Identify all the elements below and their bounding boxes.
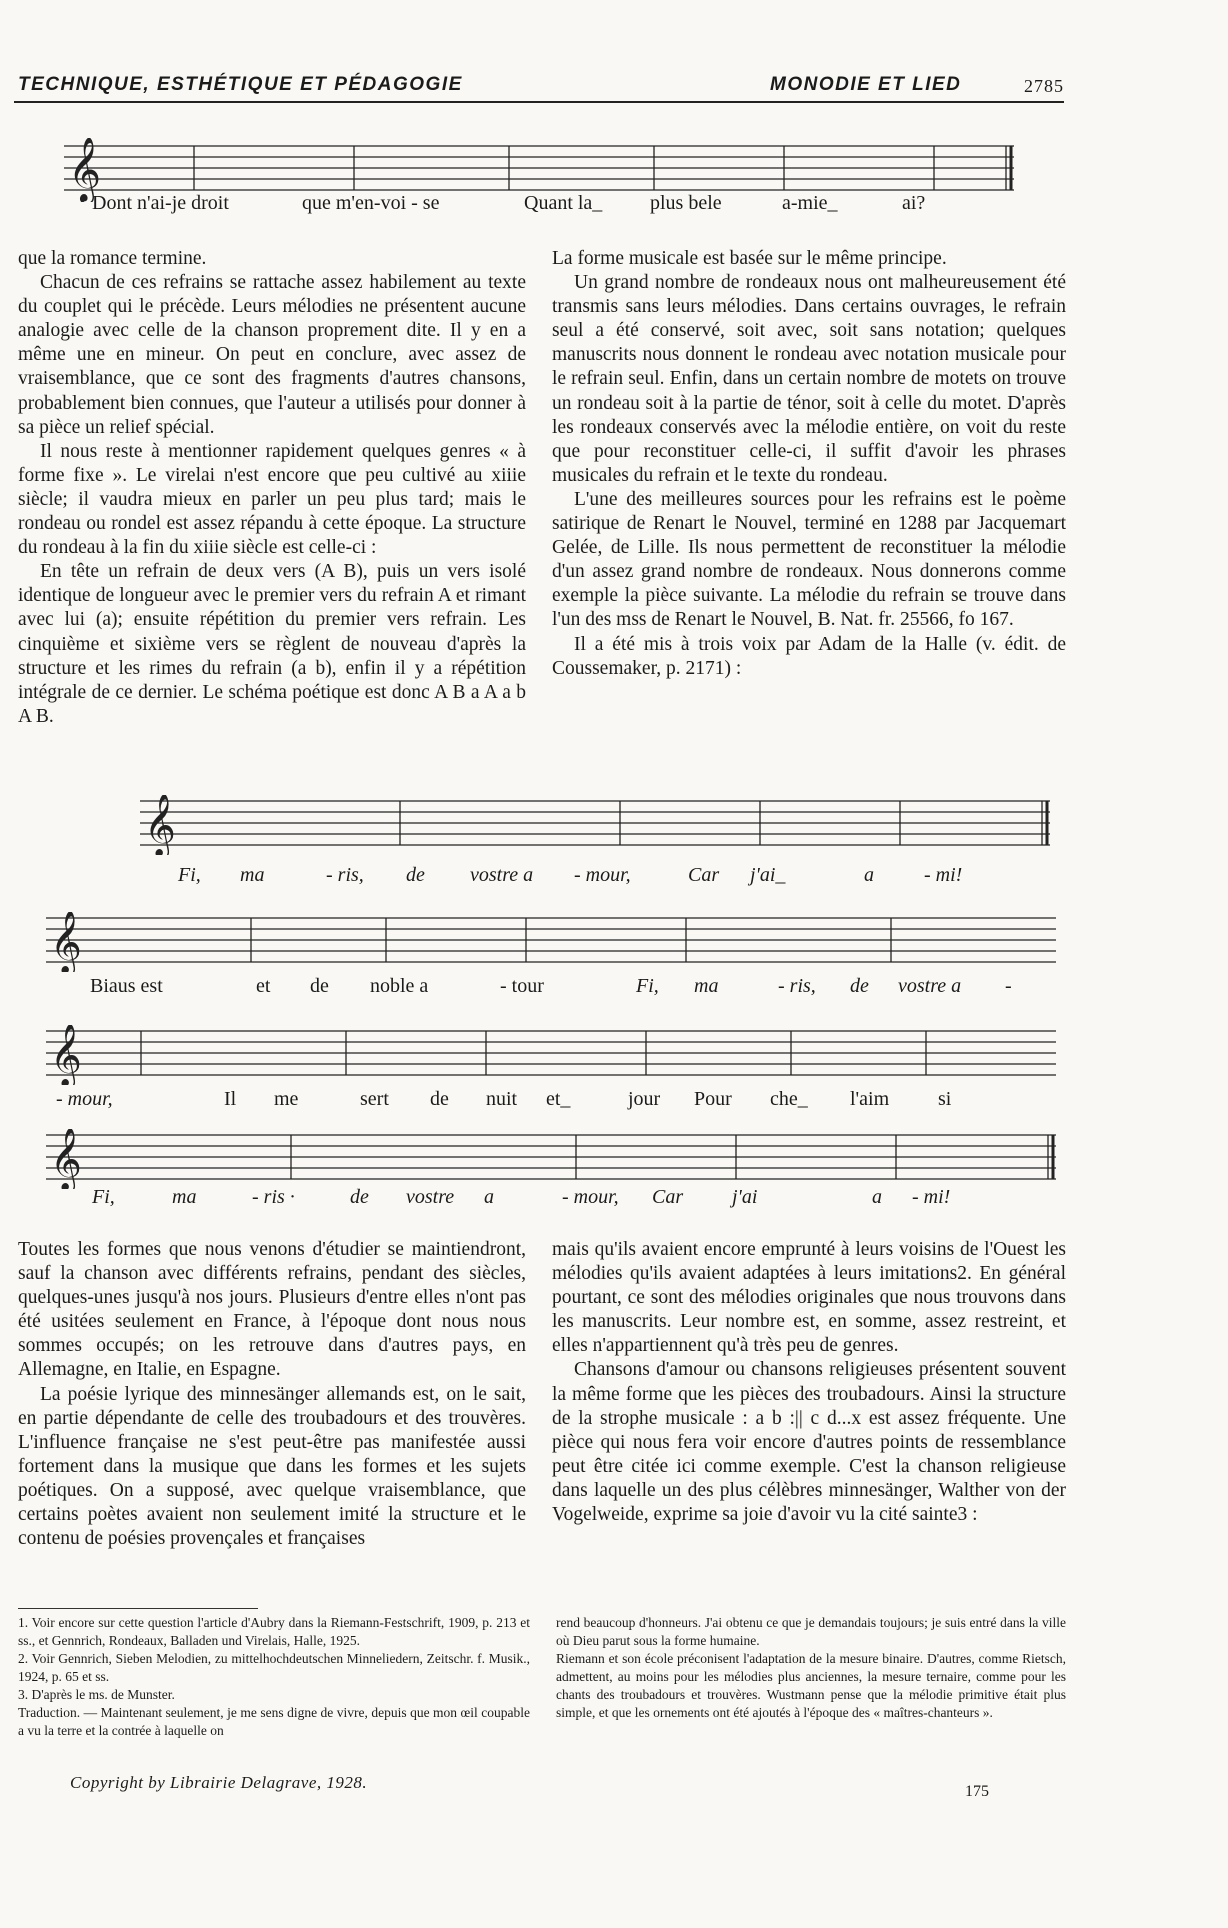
lyric: ma bbox=[172, 1186, 197, 1208]
svg-text:𝄞: 𝄞 bbox=[50, 1025, 82, 1085]
lyric: me bbox=[274, 1088, 299, 1110]
lyrics-system-3 bbox=[56, 1088, 1036, 1114]
lyric: si bbox=[938, 1088, 952, 1110]
lyric: a bbox=[864, 864, 874, 886]
lyric: - mour, bbox=[562, 1186, 619, 1208]
footnote: rend beaucoup d'honneurs. J'ai obtenu ce que je demandais toujours; je suis entré dans la ville où Dieu parut sous la forme humaine. bbox=[556, 1615, 1066, 1648]
lyric: - ris · bbox=[252, 1186, 295, 1208]
paragraph: L'une des meilleures sources pour les refrains est le poème satirique de Renart le Nouvel, terminé en 1288 par Jacquemart Gelée, de Lille. Ils nous permettent de reconstituer la mélodie d'un assez grand nombre de rondeaux. Nous donnerons comme exemple la pièce suivante. La mélodie du refrain se trouve dans l'un des mss de Renart le Nouvel, B. Nat. fr. 25566, fo 167. bbox=[552, 488, 1066, 631]
footnote: Traduction. — Maintenant seulement, je me sens digne de vivre, depuis que mon œil coupable a vu la terre et la contrée à laquelle on bbox=[18, 1705, 530, 1738]
lyric: sert bbox=[360, 1088, 389, 1110]
svg-text:𝄞: 𝄞 bbox=[50, 912, 82, 972]
folio-number: 175 bbox=[965, 1783, 989, 1800]
paragraph: La poésie lyrique des minnesänger allemands est, on le sait, en partie dépendante de celle des troubadours et des trouvères. L'influence française ne s'est peut-être pas manifestée aussi fortement dans la musique que dans les formes et les sujets poétiques. On a supposé, avec quelque vraisemblance, que certains poètes avaient non seulement imité la structure et le contenu de poésies provençales et françaises bbox=[18, 1383, 526, 1550]
lyric: Fi, bbox=[92, 1186, 115, 1208]
lyrics-system-4 bbox=[92, 1186, 1012, 1212]
lyric: che_ bbox=[770, 1088, 808, 1110]
lyric: Dont n'ai-je droit bbox=[92, 192, 229, 214]
lyric: l'aim bbox=[850, 1088, 890, 1110]
footnote: 3. D'après le ms. de Munster. bbox=[18, 1687, 175, 1702]
lyric: - bbox=[1005, 975, 1012, 997]
lyric: jour bbox=[628, 1088, 661, 1110]
lyric: j'ai_ bbox=[750, 864, 786, 886]
lyric: Car bbox=[688, 864, 720, 886]
lyric: Quant la_ bbox=[524, 192, 603, 214]
running-header-left: TECHNIQUE, ESTHÉTIQUE ET PÉDAGOGIE bbox=[18, 74, 463, 95]
lyric: Il bbox=[224, 1088, 237, 1110]
footnote: 1. Voir encore sur cette question l'article d'Aubry dans la Riemann-Festschrift, 1909, p. 213 et ss., et Gennrich, Rondeaux, Balladen und Virelais, Halle, 1925. bbox=[18, 1615, 530, 1648]
lyric: de bbox=[850, 975, 869, 997]
music-staff-system-2 bbox=[46, 912, 1056, 972]
lyric: plus bele bbox=[650, 192, 722, 214]
lyric: - ris, bbox=[326, 864, 364, 886]
lyric: - ris, bbox=[778, 975, 816, 997]
lyric: vostre bbox=[406, 1186, 455, 1208]
lyric: - mi! bbox=[912, 1186, 951, 1208]
text-column-lower-left bbox=[18, 1238, 526, 1551]
running-header-right: MONODIE ET LIED bbox=[770, 74, 962, 95]
page-number: 2785 bbox=[1024, 76, 1064, 96]
text-column-lower-right bbox=[552, 1238, 1066, 1527]
lyric: noble a bbox=[370, 975, 429, 997]
text-column-upper-right bbox=[552, 247, 1066, 681]
lyric: a bbox=[484, 1186, 494, 1208]
lyric: Fi, bbox=[178, 864, 201, 886]
lyric: ma bbox=[694, 975, 719, 997]
paragraph: Un grand nombre de rondeaux nous ont malheureusement été transmis sans leurs mélodies. Dans certains ouvrages, le refrain seul a été conservé, soit avec, soit sans notation; quelques manuscrits nous donnent le rondeau avec notation musicale pour le refrain seul. Enfin, dans un certain nombre de motets on trouve un rondeau soit à la partie de ténor, soit à celle du motet. D'après les rondeaux conservés avec la mélodie entière, on voit du reste que pour reconstituer celle-ci, il suffit d'avoir les phrases musicales du refrain et le texte du rondeau. bbox=[552, 272, 1066, 486]
lyric: de bbox=[430, 1088, 449, 1110]
text-column-upper-left bbox=[18, 247, 526, 729]
lyric: et_ bbox=[546, 1088, 571, 1110]
paragraph: Chansons d'amour ou chansons religieuses présentent souvent la même forme que les pièces des troubadours. Ainsi la structure de la strophe musicale : a b :|| c d...x est assez fréquente. Une pièce qui nous fera voir encore d'autres points de ressemblance peut être citée ici comme exemple. C'est la chanson religieuse dans laquelle un des plus célèbres minnesänger, Walther von der Vogelweide, exprime sa joie d'avoir vu la cité sainte3 : bbox=[552, 1359, 1066, 1526]
footnotes-right bbox=[556, 1614, 1066, 1722]
paragraph: Toutes les formes que nous venons d'étudier se maintiendront, sauf la chanson avec différents refrains, pendant des siècles, quelques-unes jusqu'à nos jours. Plusieurs d'entre elles n'ont pas été usitées seulement en France, à l'époque dont nous nous sommes occupés; on les retrouve dans d'autres pays, en Allemagne, en Italie, en Espagne. bbox=[18, 1239, 526, 1381]
lyric: - mi! bbox=[924, 864, 963, 886]
lyric: de bbox=[350, 1186, 369, 1208]
music-staff-system-4 bbox=[46, 1129, 1056, 1189]
paragraph: Il a été mis à trois voix par Adam de la Halle (v. édit. de Coussemaker, p. 2171) : bbox=[552, 633, 1066, 679]
paragraph: La forme musicale est basée sur le même principe. bbox=[552, 248, 947, 269]
lyric: j'ai bbox=[732, 1186, 758, 1208]
svg-text:𝄞: 𝄞 bbox=[144, 795, 176, 855]
lyric: Fi, bbox=[636, 975, 659, 997]
lyric: Biaus est bbox=[90, 975, 163, 997]
footnotes-left bbox=[18, 1614, 530, 1740]
paragraph: Chacun de ces refrains se rattache assez habilement au texte du couplet qui le précède. Leurs mélodies ne présentent aucune analogie avec celle de la chanson proprement dite. Il y en a même une en mineur. On peut en conclure, avec assez de vraisemblance, que ce sont des fragments d'autres chansons, probablement bien connues, que l'auteur a utilisés pour donner à sa pièce un relief spécial. bbox=[18, 272, 526, 438]
lyric: vostre a bbox=[470, 864, 534, 886]
paragraph: Il nous reste à mentionner rapidement quelques genres « à forme fixe ». Le virelai n'est encore que peu cultivé au xiiie siècle; il vaudra mieux en parler un peu plus tard; mais le rondeau ou rondel est assez répandu à cette époque. La structure du rondeau à la fin du xiiie siècle est celle-ci : bbox=[18, 440, 526, 559]
svg-text:𝄞: 𝄞 bbox=[68, 138, 102, 202]
lyric: Pour bbox=[694, 1088, 732, 1110]
lyric: et bbox=[256, 975, 271, 997]
paragraph: que la romance termine. bbox=[18, 248, 207, 269]
lyric: - mour, bbox=[574, 864, 631, 886]
footnote: Riemann et son école préconisent l'adaptation de la mesure binaire. D'autres, comme Rietsch, admettent, au moins pour les mélodies plus anciennes, la mesure ternaire, comme pour les chants des troubadours et trouvères. Wustmann pense que la mélodie primitive était plus simple, et que les ornements ont été ajoutés à l'époque des « maîtres-chanteurs ». bbox=[556, 1651, 1066, 1720]
music-staff-system-3 bbox=[46, 1025, 1056, 1085]
paragraph: mais qu'ils avaient encore emprunté à leurs voisins de l'Ouest les mélodies qu'ils avaient adaptées à leurs imitations2. En général pourtant, ce sont des mélodies originales que nous trouvons dans les manuscrits. Leur nombre est, en somme, assez restreint, et elles n'appartiennent qu'à très peu de genres. bbox=[552, 1239, 1066, 1357]
header-rule bbox=[14, 101, 1064, 103]
lyric: - mour, bbox=[56, 1088, 113, 1110]
lyric: - tour bbox=[500, 975, 544, 997]
lyric: ma bbox=[240, 864, 265, 886]
footnote-separator bbox=[18, 1608, 258, 1609]
lyric: a bbox=[872, 1186, 882, 1208]
lyric: Car bbox=[652, 1186, 684, 1208]
lyrics-system-2 bbox=[90, 975, 1030, 1001]
lyric: a-mie_ bbox=[782, 192, 838, 214]
lyrics-example-1 bbox=[92, 192, 992, 218]
music-staff-system-1 bbox=[140, 795, 1050, 855]
lyric: vostre a bbox=[898, 975, 962, 997]
lyrics-system-1 bbox=[178, 864, 1038, 890]
lyric: de bbox=[310, 975, 329, 997]
footnote: 2. Voir Gennrich, Sieben Melodien, zu mittelhochdeutschen Minneliedern, Zeitschr. f. Musik., 1924, p. 65 et ss. bbox=[18, 1651, 530, 1684]
svg-text:𝄞: 𝄞 bbox=[50, 1129, 82, 1189]
copyright-notice: Copyright by Librairie Delagrave, 1928. bbox=[70, 1773, 368, 1792]
lyric: que m'en-voi - se bbox=[302, 192, 440, 214]
lyric: ai? bbox=[902, 192, 926, 214]
paragraph: En tête un refrain de deux vers (A B), puis un vers isolé identique de longueur avec le premier vers du refrain A et rimant avec lui (a); ensuite répétition du premier vers refrain. Les cinquième et sixième vers se règlent de nouveau d'après la structure et les rimes du refrain (a b), enfin il y a répétition intégrale de ce dernier. Le schéma poétique est donc A B a A a b A B. bbox=[18, 561, 526, 727]
lyric: de bbox=[406, 864, 425, 886]
lyric: nuit bbox=[486, 1088, 518, 1110]
